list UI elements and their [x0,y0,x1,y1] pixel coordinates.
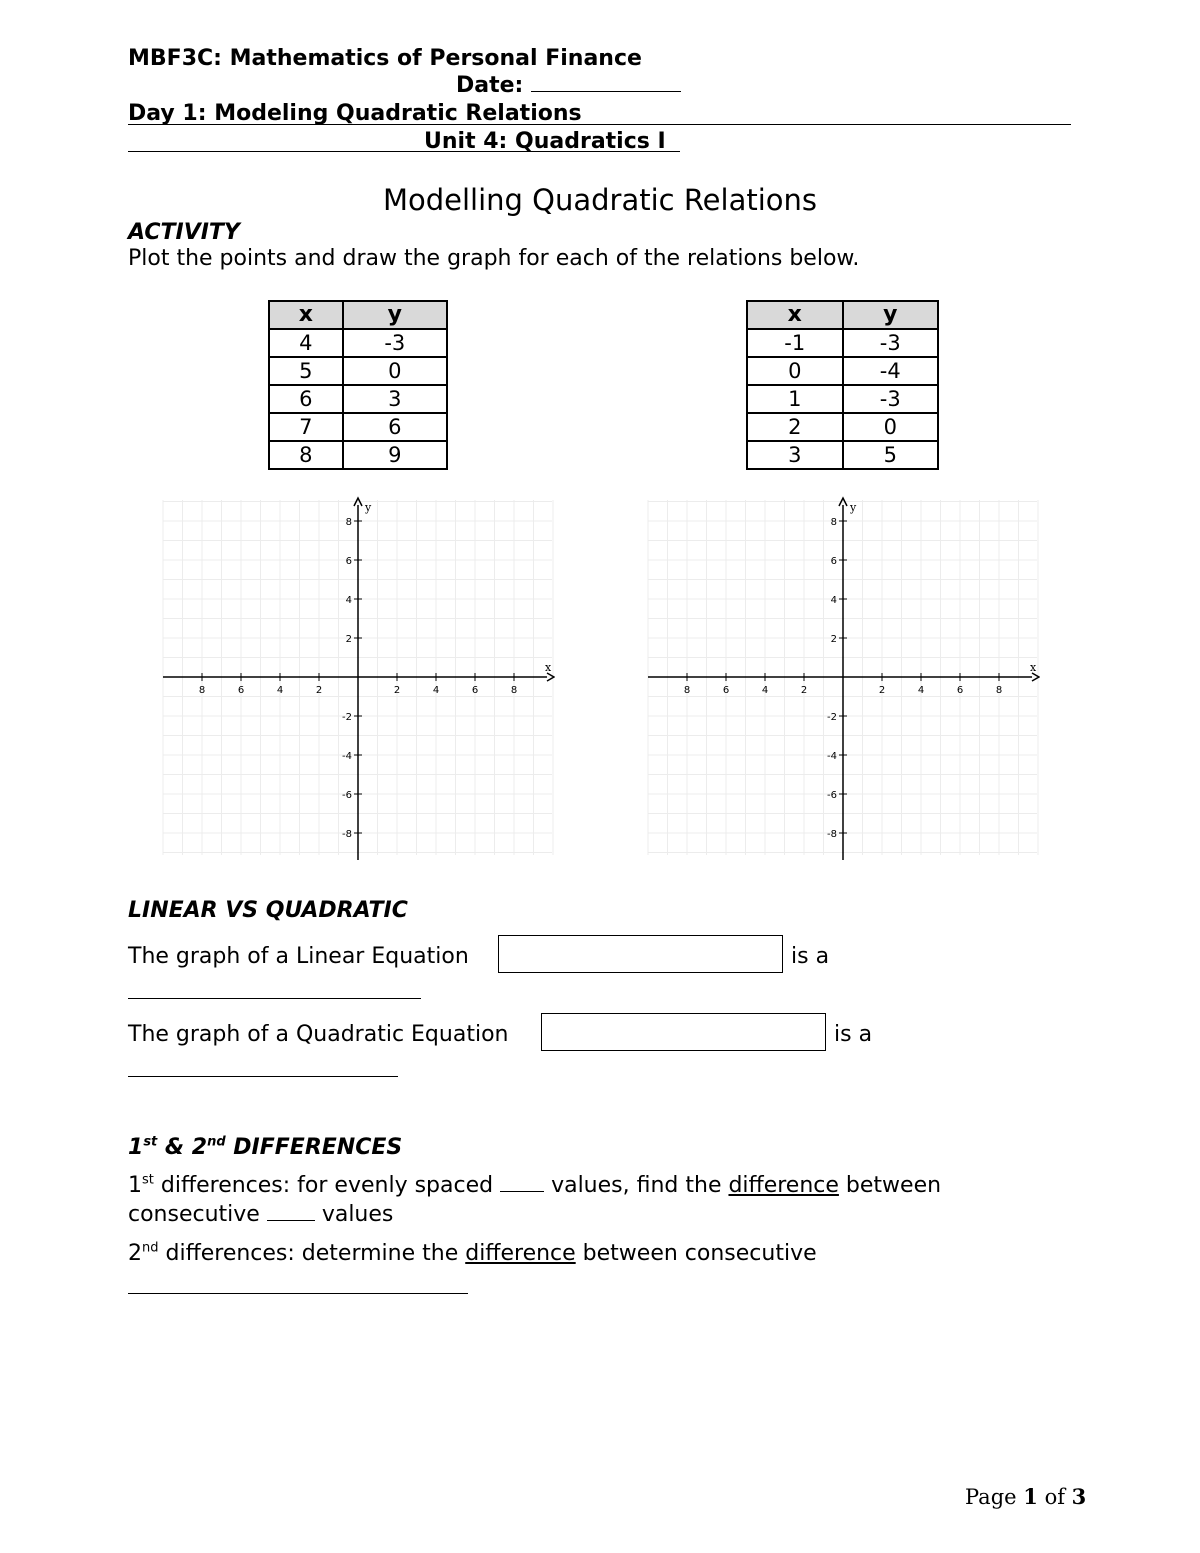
table-cell: 5 [269,357,343,385]
date-field [456,73,681,99]
y-tick-label: -8 [342,829,352,840]
first-sup: st [142,1172,154,1188]
table-row [747,413,938,441]
unit-title: Unit 4: Quadratics I [424,129,666,154]
coordinate-grid[interactable] [160,495,555,860]
table-row [747,357,938,385]
table-cell: 9 [343,441,447,469]
table-cell: -3 [843,385,939,413]
x-tick-label: 6 [237,685,245,696]
x-tick-label: 4 [917,685,925,696]
y-tick-label: -2 [342,712,352,723]
table-cell: 0 [843,413,939,441]
table-cell: 0 [747,357,843,385]
table-cell: 8 [269,441,343,469]
table-cell: 1 [747,385,843,413]
column-header-x: x [269,301,343,329]
table-cell: -3 [343,329,447,357]
first-differences-line1 [128,1172,941,1200]
table-cell: 5 [843,441,939,469]
y-tick-label: -4 [342,751,352,762]
y-axis-label: y [365,501,372,514]
day-title: Day 1: Modeling Quadratic Relations [128,101,582,126]
differences-heading [128,1135,402,1161]
table-header-row [747,301,938,329]
table-cell: 3 [747,441,843,469]
table-row [269,441,447,469]
linear-text: The graph of a Linear Equation [128,944,469,969]
y-tick-label: 8 [345,517,352,528]
y-axis-label: y [850,501,857,514]
y-tick-label: -2 [827,712,837,723]
heading-rest: DIFFERENCES [225,1135,403,1160]
table-cell: 4 [269,329,343,357]
y-tick-label: 4 [830,595,837,606]
linear-is-a: is a [791,944,830,969]
x-axis-label: x [1030,661,1037,674]
column-header-x: x [747,301,843,329]
x-tick-label: 6 [722,685,730,696]
second-answer-line[interactable] [128,1293,468,1294]
quadratic-equation-box[interactable] [541,1013,826,1051]
second-num: 2 [128,1241,142,1266]
second-differences-line [128,1240,817,1268]
first-num: 1 [128,1173,142,1198]
x-tick-label: 4 [761,685,769,696]
x-tick-label: 6 [471,685,479,696]
table-row [269,385,447,413]
y-tick-label: 2 [345,634,352,645]
first-text-c: between [838,1173,942,1198]
x-tick-label: 4 [276,685,284,696]
x-tick-label: 6 [956,685,964,696]
quadratic-text: The graph of a Quadratic Equation [128,1022,509,1047]
heading-sup-2: nd [207,1134,226,1150]
course-title: MBF3C: Mathematics of Personal Finance [128,46,642,71]
x-axis-label: x [545,661,552,674]
y-tick-label: -6 [342,790,352,801]
page-title: Modelling Quadratic Relations [382,183,818,217]
table-cell: 3 [343,385,447,413]
quadratic-answer-line[interactable] [128,1076,398,1077]
activity-instruction: Plot the points and draw the graph for each of the relations below. [128,246,860,271]
quadratic-is-a: is a [834,1022,873,1047]
heading-sup-1: st [143,1134,158,1150]
header-rule-1 [128,124,1071,125]
x-tick-label: 2 [878,685,886,696]
first-blank-2[interactable] [267,1202,315,1221]
table-cell: 6 [269,385,343,413]
first-blank-1[interactable] [500,1173,544,1192]
table-row [747,385,938,413]
heading-num-1: 1 [128,1135,144,1160]
y-tick-label: 8 [830,517,837,528]
x-tick-label: 2 [800,685,808,696]
graph-grid-2[interactable] [645,495,1040,860]
page-num: 1 [1023,1484,1038,1509]
y-tick-label: 4 [345,595,352,606]
x-tick-label: 8 [683,685,691,696]
table-cell: -4 [843,357,939,385]
table-cell: 6 [343,413,447,441]
table-of-values-1 [268,300,448,470]
first-line2-a: consecutive [128,1202,267,1227]
second-sup: nd [142,1240,159,1256]
column-header-y: y [343,301,447,329]
y-tick-label: -4 [827,751,837,762]
header-rule-2 [128,151,680,152]
second-underlined: difference [465,1241,576,1266]
first-underlined: difference [728,1173,839,1198]
first-differences-line2 [128,1201,393,1229]
y-tick-label: -6 [827,790,837,801]
page-total: 3 [1071,1484,1087,1509]
of-word: of [1037,1485,1072,1509]
first-line2-b: values [314,1202,394,1227]
y-tick-label: 6 [345,556,352,567]
page-word: Page [965,1485,1024,1509]
heading-mid: & 2 [157,1135,208,1160]
second-text-b: between consecutive [575,1241,817,1266]
table-cell: 0 [343,357,447,385]
x-tick-label: 2 [315,685,323,696]
column-header-y: y [843,301,939,329]
date-label: Date: [456,73,532,98]
first-text-a: differences: for evenly spaced [153,1173,501,1198]
table-cell: 2 [747,413,843,441]
linear-vs-quadratic-heading: LINEAR VS QUADRATIC [128,898,408,923]
table-cell: -1 [747,329,843,357]
x-tick-label: 8 [995,685,1003,696]
coordinate-grid[interactable] [645,495,1040,860]
y-tick-label: 2 [830,634,837,645]
x-tick-label: 4 [432,685,440,696]
x-tick-label: 8 [198,685,206,696]
x-tick-label: 8 [510,685,518,696]
linear-equation-box[interactable] [498,935,783,973]
table-row [269,329,447,357]
table-row [747,329,938,357]
activity-heading: ACTIVITY [128,220,240,245]
x-tick-label: 2 [393,685,401,696]
table-row [269,357,447,385]
table-cell: -3 [843,329,939,357]
date-blank[interactable] [531,73,681,92]
table-row [747,441,938,469]
table-header-row [269,301,447,329]
table-row [269,413,447,441]
page-number [965,1484,1086,1509]
table-of-values-2 [746,300,939,470]
y-tick-label: 6 [830,556,837,567]
second-text-a: differences: determine the [158,1241,466,1266]
graph-grid-1[interactable] [160,495,555,860]
first-text-b: values, find the [544,1173,729,1198]
linear-answer-line[interactable] [128,998,421,999]
y-tick-label: -8 [827,829,837,840]
table-cell: 7 [269,413,343,441]
